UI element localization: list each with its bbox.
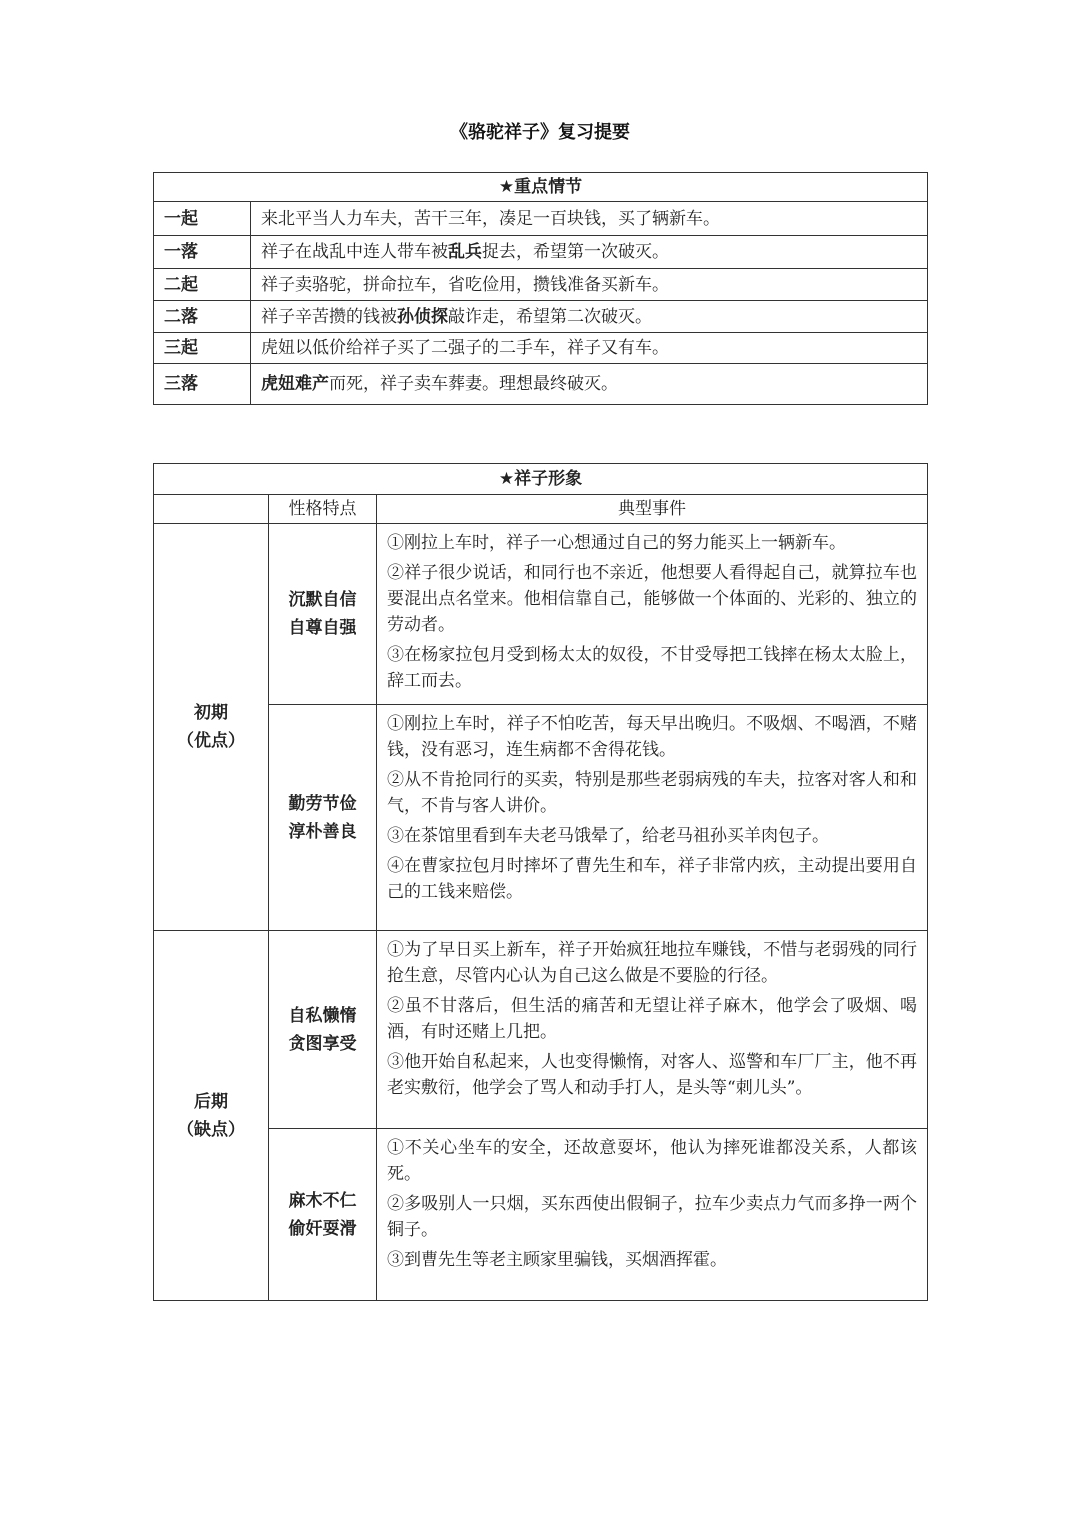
trait-cell: 麻木不仁 偷奸耍滑: [269, 1129, 377, 1301]
plot-summary-table: [153, 172, 928, 405]
event-item: ①为了早日买上新车，祥子开始疯狂地拉车赚钱，不惜与老弱残的同行抢生意，尽管内心认为自己这么做是不要脸的行径。: [387, 940, 917, 986]
trait-row: [154, 931, 928, 1129]
plot-row-text: 祥子卖骆驼，拼命拉车，省吃俭用，攒钱准备买新车。: [251, 269, 928, 301]
image-table-header: ★祥子形象: [154, 464, 928, 495]
event-item: ③在杨家拉包月受到杨太太的奴役，不甘受辱把工钱摔在杨太太脸上，辞工而去。: [387, 645, 917, 691]
plot-row-text: 虎妞以低价给祥子买了二强子的二手车，祥子又有车。: [251, 333, 928, 364]
plot-row: [154, 202, 928, 236]
column-header-blank: [154, 495, 269, 524]
trait-row: [154, 524, 928, 705]
trait-row: [154, 705, 928, 931]
period-late: [154, 931, 269, 1301]
plot-row-label: 三起: [154, 333, 251, 364]
plot-row-text: 祥子在战乱中连人带车被乱兵捉去，希望第一次破灭。: [251, 236, 928, 269]
period-label: 初期: [194, 703, 228, 723]
event-item: ①不关心坐车的安全，还故意耍坏，他认为摔死谁都没关系，人都该死。: [387, 1138, 917, 1184]
plot-row: [154, 364, 928, 405]
period-sublabel: （缺点）: [177, 1119, 245, 1140]
trait-cell: 勤劳节俭 淳朴善良: [269, 705, 377, 931]
period-early: [154, 524, 269, 931]
event-item: ②从不肯抢同行的买卖，特别是那些老弱病残的车夫，拉客对客人和和气，不肯与客人讲价。: [387, 770, 917, 816]
event-item: ②多吸别人一只烟，买东西使出假铜子，拉车少卖点力气而多挣一两个铜子。: [387, 1194, 917, 1240]
trait-cell: 沉默自信 自尊自强: [269, 524, 377, 705]
plot-row: [154, 269, 928, 301]
plot-row-label: 二落: [154, 301, 251, 333]
plot-row: [154, 236, 928, 269]
plot-row-label: 三落: [154, 364, 251, 405]
events-cell: [377, 1129, 928, 1301]
event-item: ③到曹先生等老主顾家里骗钱，买烟酒挥霍。: [387, 1250, 727, 1270]
events-cell: [377, 705, 928, 931]
trait-row: [154, 1129, 928, 1301]
event-item: ③在茶馆里看到车夫老马饿晕了，给老马祖孙买羊肉包子。: [387, 826, 829, 846]
event-item: ①刚拉上车时，祥子一心想通过自己的努力能买上一辆新车。: [387, 533, 846, 553]
event-item: ③他开始自私起来，人也变得懒惰，对客人、巡警和车厂厂主，他不再老实敷衍，他学会了骂人和动手打人，是头等“刺儿头”。: [387, 1052, 917, 1098]
plot-row-label: 二起: [154, 269, 251, 301]
plot-row: [154, 301, 928, 333]
plot-row-label: 一起: [154, 202, 251, 236]
plot-row-text: 祥子辛苦攒的钱被孙侦探敲诈走，希望第二次破灭。: [251, 301, 928, 333]
column-header-trait: 性格特点: [269, 495, 377, 524]
plot-row-label: 一落: [154, 236, 251, 269]
event-item: ②祥子很少说话，和同行也不亲近，他想要人看得起自己，就算拉车也要混出点名堂来。他相信靠自己，能够做一个体面的、光彩的、独立的劳动者。: [387, 563, 917, 635]
plot-row-text: 来北平当人力车夫，苦干三年，凑足一百块钱，买了辆新车。: [251, 202, 928, 236]
column-header-events: 典型事件: [377, 495, 928, 524]
events-cell: [377, 931, 928, 1129]
page-title: 《骆驼祥子》复习提要: [450, 122, 630, 143]
plot-row: [154, 333, 928, 364]
trait-cell: 自私懒惰 贪图享受: [269, 931, 377, 1129]
period-sublabel: （优点）: [177, 731, 245, 751]
event-item: ②虽不甘落后，但生活的痛苦和无望让祥子麻木，他学会了吸烟、喝酒，有时还赌上几把。: [387, 996, 917, 1042]
event-item: ④在曹家拉包月时摔坏了曹先生和车，祥子非常内疚，主动提出要用自己的工钱来赔偿。: [387, 856, 917, 902]
plot-row-text: 虎妞难产而死，祥子卖车葬妻。理想最终破灭。: [251, 364, 928, 405]
period-label: 后期: [194, 1091, 228, 1112]
events-cell: [377, 524, 928, 705]
character-image-table: [153, 463, 928, 1301]
plot-table-header: ★重点情节: [154, 173, 928, 202]
event-item: ①刚拉上车时，祥子不怕吃苦，每天早出晚归。不吸烟、不喝酒，不赌钱，没有恶习，连生病都不舍得花钱。: [387, 714, 917, 760]
